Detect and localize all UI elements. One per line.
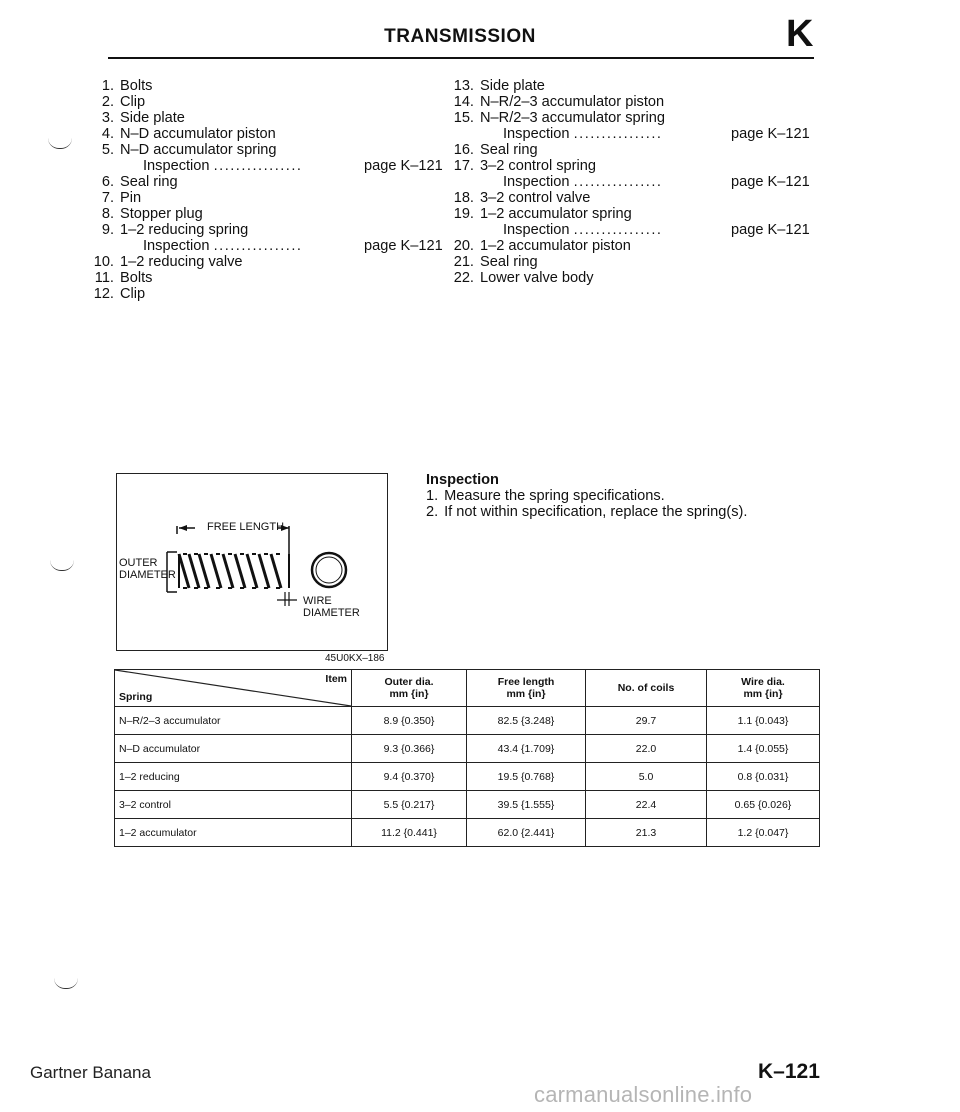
inspection-step: 2. If not within specification, replace the spring(s). bbox=[426, 504, 748, 520]
wire-diameter-label-2: DIAMETER bbox=[303, 607, 360, 619]
list-item: 1. Bolts bbox=[101, 78, 153, 94]
page-ref-link[interactable]: page K–121 bbox=[731, 126, 810, 142]
wire-diameter-label-1: WIRE bbox=[303, 595, 332, 607]
figure-code: 45U0KX–186 bbox=[325, 653, 385, 664]
list-item: 17. 3–2 control spring bbox=[453, 158, 597, 174]
outer-dia-cell: 5.5 {0.217} bbox=[352, 791, 467, 819]
corner-header bbox=[115, 670, 352, 707]
free-length-cell: 19.5 {0.768} bbox=[467, 763, 586, 791]
free-length-cell: 39.5 {1.555} bbox=[467, 791, 586, 819]
binding-mark bbox=[54, 978, 78, 989]
list-item: 13. Side plate bbox=[453, 78, 545, 94]
list-item: 14. N–R/2–3 accumulator piston bbox=[453, 94, 665, 110]
list-item: 12. Clip bbox=[93, 286, 146, 302]
wire-dia-cell: 0.65 {0.026} bbox=[707, 791, 820, 819]
free-length-cell: 82.5 {3.248} bbox=[467, 707, 586, 735]
outer-dia-cell: 8.9 {0.350} bbox=[352, 707, 467, 735]
corner-spring-label: Spring bbox=[119, 691, 153, 703]
list-item: 7. Pin bbox=[101, 190, 142, 206]
coils-cell: 22.0 bbox=[586, 735, 707, 763]
parts-list-right bbox=[440, 78, 810, 286]
coils-cell: 21.3 bbox=[586, 819, 707, 847]
list-item: 4. N–D accumulator piston bbox=[101, 126, 276, 142]
list-item: 2. Clip bbox=[101, 94, 146, 110]
inspection-heading: Inspection bbox=[426, 472, 499, 488]
spring-name-cell: N–D accumulator bbox=[115, 735, 352, 763]
column-header: No. of coils bbox=[586, 670, 707, 707]
list-item: 15. N–R/2–3 accumulator spring bbox=[453, 110, 665, 126]
table-row bbox=[115, 735, 820, 763]
inspection-ref-item: Inspection ................ page K–121 bbox=[143, 158, 443, 174]
coils-cell: 22.4 bbox=[586, 791, 707, 819]
list-item: 21. Seal ring bbox=[453, 254, 538, 270]
coils-cell: 29.7 bbox=[586, 707, 707, 735]
page-number: K–121 bbox=[758, 1060, 820, 1083]
spring-name-cell: 1–2 accumulator bbox=[115, 819, 352, 847]
page-ref-link[interactable]: page K–121 bbox=[364, 238, 443, 254]
outer-dia-cell: 11.2 {0.441} bbox=[352, 819, 467, 847]
column-header: Wire dia. mm {in} bbox=[707, 670, 820, 707]
table-row bbox=[115, 763, 820, 791]
list-item: 5. N–D accumulator spring bbox=[101, 142, 277, 158]
wire-dia-cell: 1.4 {0.055} bbox=[707, 735, 820, 763]
free-length-label: FREE LENGTH bbox=[207, 521, 285, 533]
column-header: Free length mm {in} bbox=[467, 670, 586, 707]
wire-dia-cell: 1.1 {0.043} bbox=[707, 707, 820, 735]
outer-dia-cell: 9.3 {0.366} bbox=[352, 735, 467, 763]
inspection-ref-item: Inspection ................ page K–121 bbox=[503, 222, 810, 238]
outer-dia-cell: 9.4 {0.370} bbox=[352, 763, 467, 791]
watermark: carmanualsonline.info bbox=[534, 1082, 753, 1107]
outer-diameter-label-1: OUTER bbox=[119, 557, 158, 569]
list-item: 18. 3–2 control valve bbox=[453, 190, 591, 206]
list-item: 6. Seal ring bbox=[101, 174, 178, 190]
coils-cell: 5.0 bbox=[586, 763, 707, 791]
list-item: 10. 1–2 reducing valve bbox=[93, 254, 243, 270]
spring-name-cell: 1–2 reducing bbox=[115, 763, 352, 791]
list-item: 11. Bolts bbox=[94, 270, 153, 286]
list-item: 19. 1–2 accumulator spring bbox=[453, 206, 632, 222]
inspection-ref-item: Inspection ................ page K–121 bbox=[503, 174, 810, 190]
table-row bbox=[115, 707, 820, 735]
spring-name-cell: 3–2 control bbox=[115, 791, 352, 819]
list-item: 20. 1–2 accumulator piston bbox=[453, 238, 631, 254]
section-letter: K bbox=[786, 13, 814, 55]
table-row bbox=[115, 819, 820, 847]
column-header: Outer dia. mm {in} bbox=[352, 670, 467, 707]
list-item: 16. Seal ring bbox=[453, 142, 538, 158]
list-item: 3. Side plate bbox=[101, 110, 185, 126]
binding-mark bbox=[50, 560, 74, 571]
footer-label: Gartner Banana bbox=[30, 1063, 151, 1082]
page-ref-link[interactable]: page K–121 bbox=[731, 222, 810, 238]
inspection-step: 1. Measure the spring specifications. bbox=[426, 488, 665, 504]
free-length-cell: 62.0 {2.441} bbox=[467, 819, 586, 847]
list-item: 8. Stopper plug bbox=[101, 206, 203, 222]
table-row bbox=[115, 791, 820, 819]
inspection-ref-item: Inspection ................ page K–121 bbox=[143, 238, 443, 254]
wire-dia-cell: 1.2 {0.047} bbox=[707, 819, 820, 847]
inspection-section bbox=[426, 472, 747, 520]
table-header-row bbox=[115, 670, 820, 707]
spring-spec-table bbox=[114, 669, 820, 847]
outer-diameter-label-2: DIAMETER bbox=[119, 569, 176, 581]
corner-item-label: Item bbox=[325, 673, 347, 685]
list-item: 22. Lower valve body bbox=[453, 270, 594, 286]
page-ref-link[interactable]: page K–121 bbox=[364, 158, 443, 174]
inspection-ref-item: Inspection ................ page K–121 bbox=[503, 126, 810, 142]
parts-list-left bbox=[80, 78, 443, 302]
list-item: 9. 1–2 reducing spring bbox=[101, 222, 249, 238]
wire-dia-cell: 0.8 {0.031} bbox=[707, 763, 820, 791]
header-rule bbox=[108, 57, 814, 59]
binding-mark bbox=[48, 138, 72, 149]
section-title: TRANSMISSION bbox=[384, 26, 536, 47]
spring-diagram bbox=[116, 473, 388, 651]
spring-name-cell: N–R/2–3 accumulator bbox=[115, 707, 352, 735]
page-ref-link[interactable]: page K–121 bbox=[731, 174, 810, 190]
free-length-cell: 43.4 {1.709} bbox=[467, 735, 586, 763]
